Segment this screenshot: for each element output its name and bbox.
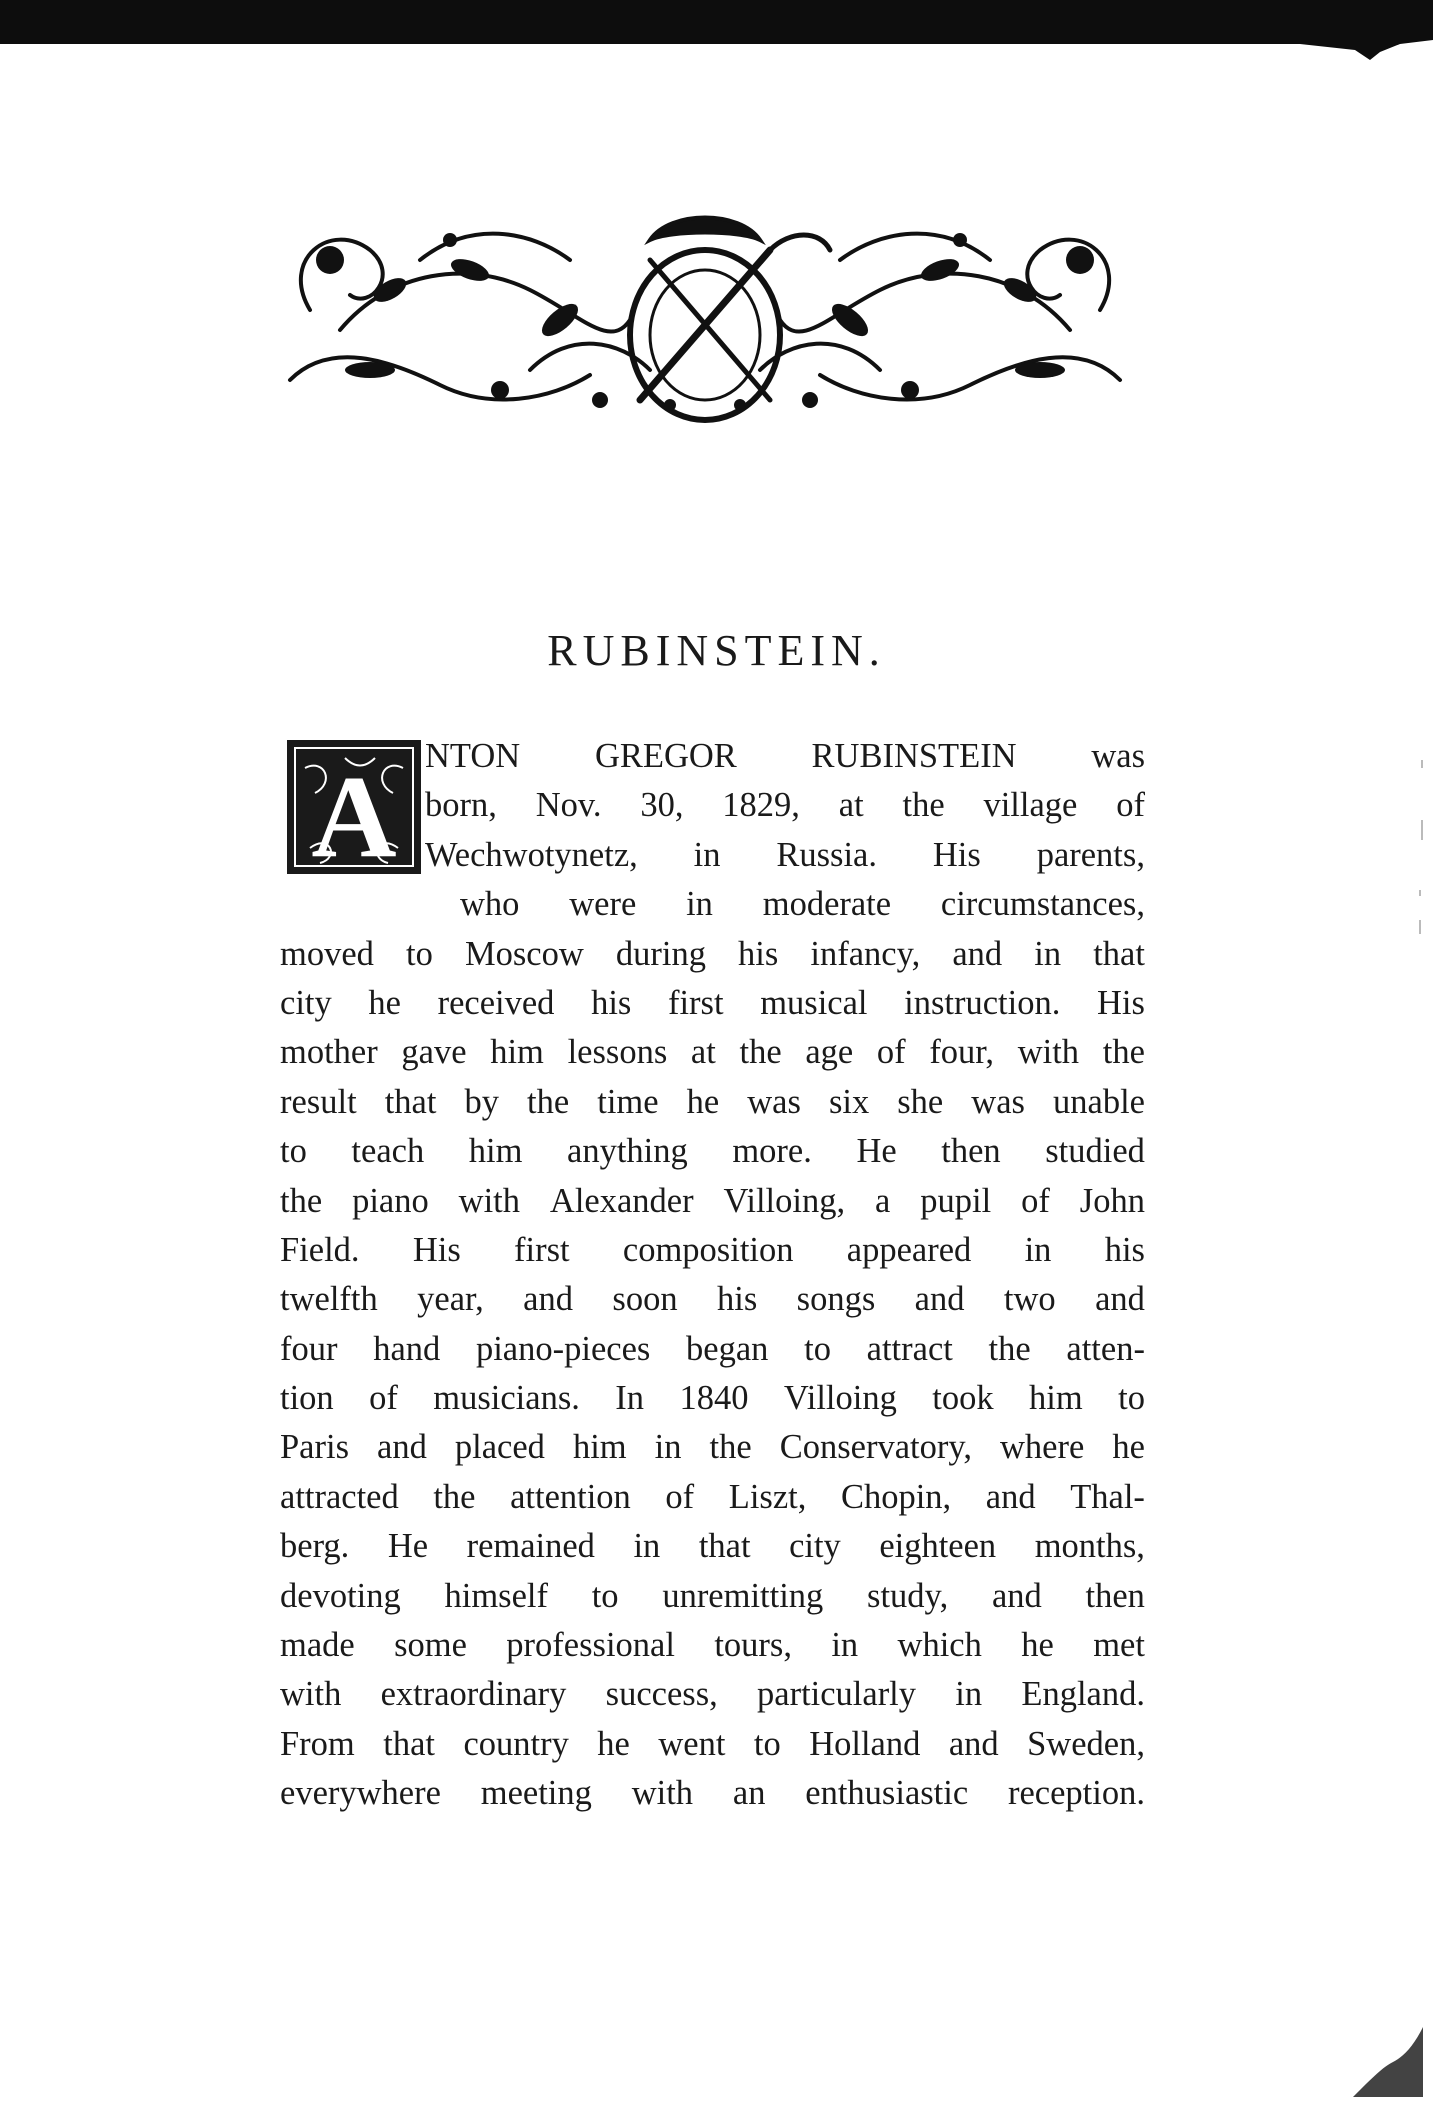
word: was [971, 1082, 1025, 1121]
word: reception. [1008, 1774, 1145, 1813]
word: and [1095, 1280, 1145, 1319]
word: took [932, 1379, 994, 1418]
word: him [468, 1132, 523, 1171]
text-line [280, 1028, 1145, 1077]
word: four [280, 1329, 338, 1368]
word: and [985, 1477, 1036, 1516]
word: Wechwotynetz, [425, 835, 638, 874]
word: with [280, 1675, 342, 1714]
word: pupil [920, 1181, 992, 1220]
word: the [709, 1428, 752, 1467]
word: remained [466, 1527, 595, 1566]
word: at [838, 786, 864, 825]
word: with [631, 1774, 694, 1813]
corner-scan-smudge [1333, 2017, 1423, 2097]
word: composition [622, 1230, 794, 1269]
text-line [280, 1127, 1145, 1176]
word: to [406, 934, 433, 973]
word: unable [1053, 1082, 1145, 1121]
word: an [732, 1774, 766, 1813]
word: Paris [280, 1428, 349, 1467]
word: of [665, 1477, 695, 1516]
word: the [433, 1477, 476, 1516]
top-scan-edge [0, 0, 1433, 60]
word: result [280, 1082, 357, 1121]
word: during [615, 934, 706, 973]
text-line [280, 1769, 1145, 1818]
word: and [377, 1428, 427, 1467]
word: him [490, 1033, 544, 1072]
word: In [615, 1379, 645, 1418]
word: he [597, 1724, 630, 1763]
word: attention [510, 1477, 631, 1516]
word: His [1096, 983, 1145, 1022]
text-line [280, 1473, 1145, 1522]
word: musical [760, 983, 868, 1022]
body-text [280, 732, 1145, 1819]
word: his [1104, 1230, 1145, 1269]
word: to [591, 1576, 619, 1615]
word: him [1029, 1379, 1083, 1418]
word: Liszt, [728, 1477, 807, 1516]
word: circumstances, [940, 885, 1145, 924]
word: six [828, 1082, 870, 1121]
word: two [1003, 1280, 1056, 1319]
word: appeared [846, 1230, 972, 1269]
word: atten- [1066, 1329, 1145, 1368]
word: piano [352, 1181, 429, 1220]
text-line [280, 1325, 1145, 1374]
word: he [368, 983, 401, 1022]
word: first [667, 983, 724, 1022]
word: in [693, 835, 721, 874]
word: Villoing [783, 1379, 897, 1418]
word: city [280, 983, 332, 1022]
word: began [686, 1329, 769, 1368]
text-line [280, 979, 1145, 1028]
word: he [686, 1082, 720, 1121]
text-line [280, 1226, 1145, 1275]
word: year, [417, 1280, 484, 1319]
word: in [1034, 934, 1062, 973]
word: four, [929, 1033, 995, 1072]
text-line [280, 1572, 1145, 1621]
word: of [369, 1379, 398, 1418]
text-line [280, 732, 1145, 781]
word: of [1021, 1181, 1050, 1220]
word: met [1093, 1626, 1145, 1665]
word: that [383, 1724, 435, 1763]
word: the [1102, 1033, 1145, 1072]
word: who [460, 885, 520, 924]
word: to [1118, 1379, 1145, 1418]
word: enthusiastic [805, 1774, 969, 1813]
word: and [914, 1280, 965, 1319]
word: in [686, 885, 713, 924]
word: Thal- [1070, 1477, 1145, 1516]
word: to [804, 1329, 831, 1368]
word: more. [732, 1132, 812, 1171]
word: success, [605, 1675, 718, 1714]
text-line [280, 831, 1145, 880]
word: berg. [280, 1527, 350, 1566]
word: From [280, 1724, 355, 1763]
word: musicians. [433, 1379, 580, 1418]
text-line [280, 1374, 1145, 1423]
word: the [988, 1329, 1031, 1368]
word: and [523, 1280, 573, 1319]
word: to [753, 1724, 781, 1763]
word: 1829, [722, 786, 800, 825]
word: where [1000, 1428, 1085, 1467]
word: Sweden, [1027, 1724, 1145, 1763]
word: then [1085, 1576, 1145, 1615]
word: 1840 [679, 1379, 749, 1418]
word: extraordinary [380, 1675, 567, 1714]
word: she [897, 1082, 944, 1121]
word: Holland [809, 1724, 921, 1763]
word: in [654, 1428, 682, 1467]
word: parents, [1036, 835, 1145, 874]
word: was [1091, 737, 1145, 775]
word: devoting [280, 1576, 401, 1615]
drop-cap-letter: A [311, 751, 397, 876]
word: lessons [567, 1033, 668, 1072]
word: mother [280, 1033, 378, 1072]
word: particularly [757, 1675, 917, 1714]
text-line [280, 1522, 1145, 1571]
word: him [572, 1428, 627, 1467]
word: himself [444, 1576, 548, 1615]
word: his [738, 934, 779, 973]
word: then [941, 1132, 1001, 1171]
word: eighteen [879, 1527, 997, 1566]
margin-specks [1403, 760, 1433, 960]
word: John [1079, 1181, 1145, 1220]
word: he [1112, 1428, 1145, 1467]
word: and [948, 1724, 999, 1763]
word: the [280, 1181, 323, 1220]
text-line [280, 930, 1145, 979]
word: meeting [480, 1774, 592, 1813]
word: instruction. [904, 983, 1061, 1022]
word: moderate [762, 885, 892, 924]
word: professional [506, 1626, 675, 1665]
word: age [805, 1033, 854, 1072]
word: attract [866, 1329, 953, 1368]
word: He [387, 1527, 429, 1566]
word: Chopin, [840, 1477, 952, 1516]
word: Nov. [535, 786, 602, 825]
text-line [280, 1621, 1145, 1670]
word: Villoing, [723, 1181, 846, 1220]
text-line [280, 880, 1145, 929]
word: tours, [714, 1626, 792, 1665]
word: some [394, 1626, 467, 1665]
word: His [412, 1230, 461, 1269]
word: in [633, 1527, 661, 1566]
word: moved [280, 934, 374, 973]
word: at [690, 1033, 716, 1072]
text-line [280, 1177, 1145, 1226]
word: and [991, 1576, 1042, 1615]
word: piano-pieces [475, 1329, 651, 1368]
word: Russia. [776, 835, 877, 874]
word: NTON [425, 737, 521, 775]
word: studied [1045, 1132, 1145, 1171]
text-line [280, 1275, 1145, 1324]
text-line [280, 1423, 1145, 1472]
word: he [1021, 1626, 1054, 1665]
word: He [856, 1132, 897, 1171]
word: 30, [640, 786, 684, 825]
word: received [437, 983, 555, 1022]
word: time [597, 1082, 659, 1121]
word: a [875, 1181, 891, 1220]
word: RUBINSTEIN [811, 737, 1017, 775]
word: everywhere [280, 1774, 441, 1813]
word: to [280, 1132, 307, 1171]
word: GREGOR [594, 737, 737, 775]
word: country [463, 1724, 569, 1763]
text-line [280, 1670, 1145, 1719]
word: England. [1021, 1675, 1145, 1714]
word: anything [567, 1132, 688, 1171]
word: and [952, 934, 1003, 973]
word: teach [351, 1132, 425, 1171]
word: infancy, [810, 934, 921, 973]
word: Conservatory, [779, 1428, 972, 1467]
word: born, [425, 786, 497, 825]
ornamental-headpiece [270, 200, 1140, 430]
word: the [739, 1033, 782, 1072]
word: were [569, 885, 637, 924]
word: by [464, 1082, 499, 1121]
word: which [897, 1626, 982, 1665]
word: His [932, 835, 981, 874]
word: made [280, 1626, 355, 1665]
word: Moscow [464, 934, 584, 973]
word: city [789, 1527, 841, 1566]
word: placed [454, 1428, 545, 1467]
word: that [384, 1082, 437, 1121]
text-line [280, 1078, 1145, 1127]
word: attracted [280, 1477, 399, 1516]
word: twelfth [280, 1280, 378, 1319]
word: tion [280, 1379, 334, 1418]
word: Alexander [549, 1181, 694, 1220]
word: his [716, 1280, 758, 1319]
word: his [591, 983, 632, 1022]
text-line [280, 1720, 1145, 1769]
word: that [1093, 934, 1145, 973]
word: in [955, 1675, 983, 1714]
word: with [458, 1181, 520, 1220]
word: of [876, 1033, 906, 1072]
word: first [514, 1230, 570, 1269]
word: the [902, 786, 945, 825]
word: months, [1034, 1527, 1145, 1566]
word: in [831, 1626, 859, 1665]
word: study, [867, 1576, 949, 1615]
word: was [747, 1082, 801, 1121]
word: unremitting [662, 1576, 824, 1615]
word: with [1017, 1033, 1080, 1072]
word: village [983, 786, 1078, 825]
word: that [698, 1527, 751, 1566]
word: songs [796, 1280, 876, 1319]
word: went [658, 1724, 726, 1763]
word: of [1116, 786, 1145, 825]
word: hand [373, 1329, 441, 1368]
word: soon [612, 1280, 678, 1319]
chapter-title: RUBINSTEIN. [547, 626, 886, 675]
word: the [527, 1082, 570, 1121]
word: in [1024, 1230, 1052, 1269]
word: Field. [280, 1230, 360, 1269]
text-line [280, 781, 1145, 830]
word: gave [401, 1033, 467, 1072]
